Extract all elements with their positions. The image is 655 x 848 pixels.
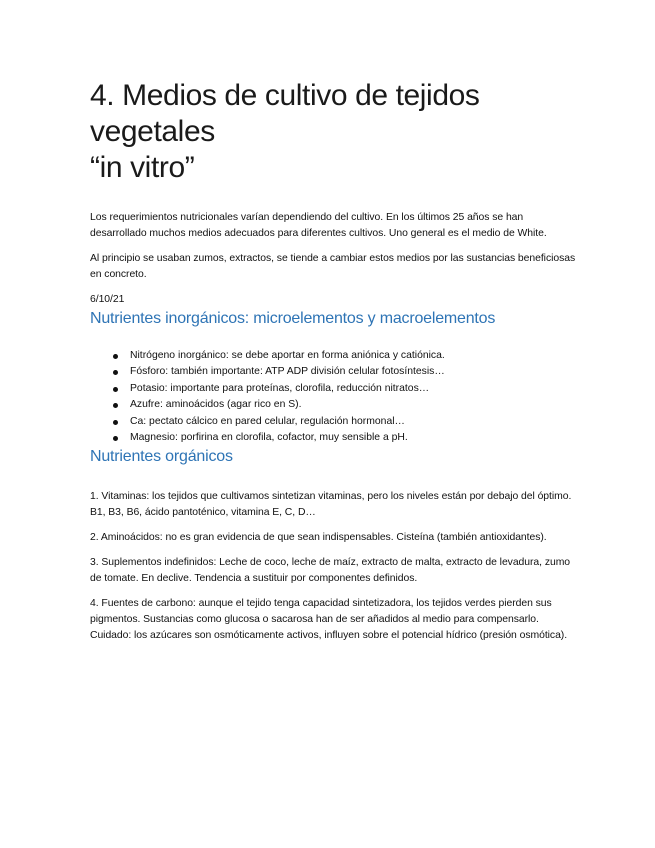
inorganic-nutrients-list [90,348,580,446]
list-item-text: Azufre: aminoácidos (agar rico en S). [130,399,302,411]
numbered-item-vitaminas: 1. Vitaminas: los tejidos que cultivamos sintetizan vitaminas, pero los niveles están por debajo del óptimo. B1, B3, B6, ácido pantoténico, vitamina E, C, D… [90,491,572,519]
numbered-item-fuentes-carbono: 4. Fuentes de carbono: aunque el tejido tenga capacidad sintetizadora, los tejidos verdes pierden sus pigmentos. Sustancias como glucosa o sacarosa han de ser añadidos al medio para compensarlo. Cuidado: los azúcares son osmóticamente activos, influyen sobre el potencial hídrico (presión osmótica). [90,598,568,642]
list-item [130,364,580,380]
document-body [90,78,580,653]
date-text: 6/10/21 [90,294,125,305]
list-item [130,430,580,446]
list-item [130,414,580,430]
bullet-icon [113,436,118,441]
bullet-icon [113,403,118,408]
title-line-1: 4. Medios de cultivo de tejidos vegetales [90,79,480,148]
list-item [130,397,580,413]
list-item-text: Ca: pectato cálcico en pared celular, regulación hormonal… [130,415,405,427]
bullet-icon [113,420,118,425]
list-item-text: Nitrógeno inorgánico: se debe aportar en forma aniónica y catiónica. [130,350,445,361]
list-item [130,348,580,364]
intro-paragraph-2: Al principio se usaban zumos, extractos, se tiende a cambiar estos medios por las sustancias beneficiosas en concreto. [90,253,576,280]
list-item [130,381,580,397]
section-heading-inorganic: Nutrientes inorgánicos: microelementos y macroelementos [90,310,496,327]
title-line-2: “in vitro” [90,151,195,184]
list-item-text: Fósforo: también importante: ATP ADP división celular fotosíntesis… [130,366,445,378]
bullet-icon [113,354,118,359]
bullet-icon [113,370,118,375]
page-title [90,78,580,186]
organic-nutrients-list [90,489,580,644]
intro-paragraph-1: Los requerimientos nutricionales varían dependiendo del cultivo. En los últimos 25 años se han desarrollado muchos medios adecuados para diferentes cultivos. Uno general es el medio de White. [90,212,547,239]
bullet-icon [113,387,118,392]
list-item-text: Potasio: importante para proteínas, clorofila, reducción nitratos… [130,382,430,394]
numbered-item-aminoacidos: 2. Aminoácidos: no es gran evidencia de que sean indispensables. Cisteína (también antioxidantes). [90,532,547,544]
section-heading-organic: Nutrientes orgánicos [90,448,233,466]
list-item-text: Magnesio: porfirina en clorofila, cofactor, muy sensible a pH. [130,432,408,444]
numbered-item-suplementos: 3. Suplementos indefinidos: Leche de coco, leche de maíz, extracto de malta, extracto de levadura, zumo de tomate. En declive. Tendencia a sustituir por componentes definidos. [90,557,571,585]
